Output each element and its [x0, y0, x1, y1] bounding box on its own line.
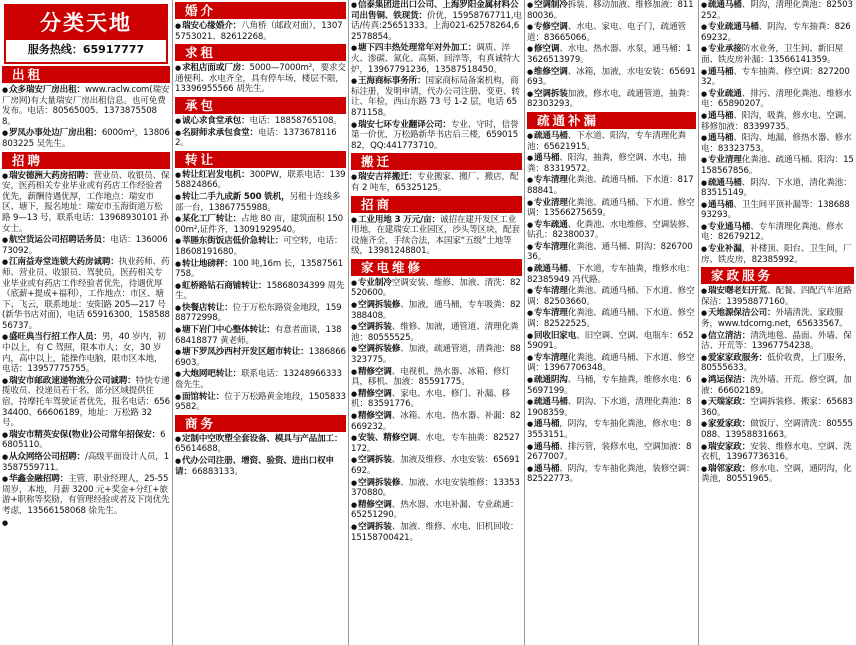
classified-ad [2, 430, 170, 451]
ad-text: 低价收费，上门服务，80555633。 [701, 352, 852, 374]
classified-ad [701, 464, 854, 485]
ad-title: 天瑞家政： [707, 397, 751, 408]
classified-ad [351, 389, 522, 410]
classified-ad [701, 0, 854, 21]
ad-text: 、化粪池、水电维修、空调装修、钻孔：82380037。 [527, 219, 695, 241]
classified-ad [175, 21, 346, 42]
ad-text: 洗外墙、开荒、修空调，加液：66602189。 [701, 375, 852, 396]
ad-title: 空调拆装 [357, 322, 392, 333]
ad-title: 专车清理 [533, 352, 568, 363]
ad-title: 诚心求食堂承包： [181, 115, 250, 126]
ad-text: 清洗地毯、晶面、外墙、保洁、开荒等：13967754238。 [701, 330, 852, 352]
ad-title: 转让地磅秤： [181, 258, 233, 269]
ad-title: 求租店面或厂房： [181, 63, 250, 74]
ad-text: 空调安装、维修、加液、清洗：82520600。 [351, 277, 521, 299]
ad-text: 、阳沟，抽粪，修空调、水电，抽粪：83319572。 [527, 153, 686, 174]
classified-ad [527, 153, 696, 174]
ad-title: 通马桶 [533, 441, 560, 452]
classified-ad [351, 215, 522, 257]
ad-title: 疏通阴沟 [533, 375, 568, 385]
ad-text: 电话：18858765108。 [249, 115, 342, 126]
ad-text: 、加液，疏通管道，清粪池：88323775。 [351, 344, 521, 366]
classified-ad [701, 89, 854, 110]
classified-ad [527, 442, 696, 463]
classified-ad [2, 518, 170, 529]
classified-list [175, 63, 346, 95]
ad-title: 虹桥路钻石商铺转让： [181, 280, 267, 291]
ad-title: 转让红岩发电机： [181, 169, 250, 180]
classified-list [351, 215, 522, 257]
classified-ad [527, 353, 696, 374]
ad-title: 瑞安市邮政速递物流分公司诚聘： [8, 375, 136, 386]
ad-text: 男，40 岁内，初中以上，有 C 驾照，限本市人；女，30 岁内，高中以上，能操作电脑，限市区本地，电话：13957775755。 [2, 332, 166, 375]
classified-ad [527, 464, 696, 485]
classified-ad [175, 214, 346, 235]
ad-text: 、水电，专车抽粪：82527172。 [351, 433, 520, 454]
ad-title: 疏通马桶 [533, 130, 568, 141]
ad-text: 、马桶，专车抽粪，维修水电：65697199。 [527, 375, 692, 396]
ad-title: 家爱家政： [707, 419, 751, 430]
ad-title: 专车疏通 [533, 219, 568, 230]
ad-text: 八角桥（邮政对面），13075753021、82612268。 [175, 21, 343, 42]
ad-text: 、下水道，专车抽粪，维修水电：82385949 冯代路。 [527, 264, 695, 285]
classified-ad [701, 308, 854, 329]
ad-title: 罗凤办事处边厂房出租： [8, 128, 102, 139]
classified-list [351, 0, 522, 151]
ad-title: 通马桶 [707, 66, 734, 77]
classified-ad [351, 172, 522, 193]
ad-text: 、旧空调、空调、电瓶车：65259091。 [527, 330, 694, 352]
ad-title: 专业通马桶 [707, 221, 751, 232]
section-header-zhaopin: 招聘 [2, 152, 170, 169]
section-header-jiazheng: 家政服务 [701, 267, 854, 284]
classified-ad [527, 0, 696, 21]
ad-text: 、阴沟，专车抽粪：82669232。 [701, 22, 851, 43]
ad-title: 修空调 [533, 44, 560, 55]
classified-ad [175, 347, 346, 368]
ad-title: 瑞安德洲大药房招聘： [8, 170, 94, 181]
classified-list [175, 116, 346, 149]
classified-ad [175, 63, 346, 95]
ad-title: 专车清理 [533, 308, 568, 319]
ad-text: 、加液，通马桶，专车吸粪：82388408。 [351, 300, 521, 321]
ad-text: 联系电话：13248966333 詹先生。 [175, 369, 342, 391]
ad-text: 、阴沟、下水道，清化粪池：83515149。 [701, 177, 852, 199]
ad-title: 瑞邻家政： [707, 463, 751, 474]
ad-text: 价优，15958767711,电话/传真:25651333。上海021-62578264,62578854。 [351, 10, 522, 42]
ad-title: 精修空调 [357, 411, 392, 421]
ad-text: 、阴沟，专车抽化粪池，装修空调：82522773。 [527, 463, 695, 485]
classified-ad [701, 111, 854, 132]
ad-text: 可空转，电话：18608191680。 [175, 236, 343, 257]
ad-text: 位于万松路黄金地段，15058339582。 [175, 391, 346, 413]
ad-text: 有意者面谈，13868418877 黄老师。 [175, 325, 342, 346]
ad-title: 精修空调 [357, 366, 392, 377]
ad-text: 化粪池、疏通马桶、下水道、修空调：13566275659。 [527, 197, 695, 219]
ad-title: 瑞安曙老妇开荒 [707, 286, 768, 297]
ad-title: 专车清理 [533, 175, 568, 186]
ad-title: 快餐店转让： [181, 302, 233, 313]
ad-title: 通马桶 [707, 110, 734, 121]
ad-title: 通马桶 [707, 199, 734, 210]
ad-text: 拆装、移动加液、维修加液：81180036。 [527, 0, 694, 21]
ad-text: 防水业务，卫生间、新旧屋面、铁皮房补漏：13566141359。 [701, 44, 844, 65]
ad-text: ，补楼顶、阳台、卫生间，厂房、铁皮房，82385992。 [701, 244, 852, 265]
ad-title: 瑞安家政： [707, 441, 751, 452]
ad-text: 13868666903。 [175, 347, 346, 368]
ad-title: 疏通马桶 [533, 397, 568, 408]
ad-title: 瑞安七环专业翻译公司： [357, 119, 451, 130]
ad-text: 、家电、水电、修门、补漏、移机：83591776。 [351, 388, 510, 410]
classified-list [175, 21, 346, 42]
classified-list [527, 0, 696, 110]
ad-title: 空调拆装修 [357, 300, 401, 311]
ad-title: 代办公司注册、增资、验资、进出口权申请： [175, 456, 334, 477]
ad-title: 大炮网吧转让： [181, 369, 242, 380]
classified-list [527, 131, 696, 485]
ad-text: 、排污、清理化粪池、维修水电：65890207。 [701, 88, 852, 110]
classified-ad [701, 44, 854, 65]
classified-ad [351, 0, 522, 42]
classified-ad [351, 344, 522, 365]
ad-title: 华鑫金融招聘： [8, 474, 69, 485]
ad-text: 、电视机、热水器、冰箱、修灯具，移机、加液：85591775。 [351, 366, 510, 388]
classified-ad [527, 131, 696, 152]
ad-title: 空调拆装 [357, 521, 392, 532]
ad-title: 回收旧家电 [533, 330, 577, 341]
ad-title: 瑞安市精英安保(物业)公司常年招保安： [8, 429, 161, 440]
classified-list [351, 278, 522, 543]
ad-text: 诚招在建开发区工业用地，在建瑞安工业园区，沙头等区块，配套设施齐全，手续合法，本国家“五级”土地等级，13981248801。 [351, 214, 520, 257]
ad-text: 、下水道、阳沟，专车清理化粪池：65621915。 [527, 130, 686, 152]
section-header-chuzu: 出租 [2, 66, 170, 83]
ad-title: 通马桶 [533, 153, 560, 164]
ad-text: 化粪池、疏通马桶、下水道、修空调：13967706348。 [527, 352, 695, 374]
ad-title: 转让二手九成新 500 铣机， [181, 191, 290, 202]
ad-title: 爱家家政服务： [707, 352, 768, 363]
ad-text: 执业药师、药师、营业员、收银员、驾驶员，医药相关专业毕业或有药店工作经验者优先，待遇优厚（底薪+提成+福利），工作地点：市区、塘下、飞云，联系地址：安阳路 205—217 号(新华书店对面)，电话 65916300，15858856737。 [2, 257, 170, 331]
ad-title: 信泰集团进出口公司、上海罗阳金属材料公司出售铜、铁现货： [351, 0, 519, 21]
section-header-chengbao: 承包 [175, 97, 346, 114]
section-header-hunjie: 婚介 [175, 2, 346, 19]
ad-title: 通马桶 [533, 419, 560, 430]
ad-title: 专车清理 [533, 286, 568, 297]
masthead-title: 分类天地 [6, 6, 166, 40]
classified-ad [351, 278, 522, 299]
ad-text: 主管，职业经理人，25-55 周岁，本地，月薪 3200 元+奖金+分红+旅游+职称等奖励，有管理经验或者及下岗优先考虑，13566158068 徐先生。 [2, 474, 170, 516]
classified-ad [351, 522, 522, 543]
classified-ad [527, 397, 696, 418]
ad-text: 、配餐、四配汽车道路保洁：13958877160。 [701, 286, 852, 307]
ad-title: 安装、精修空调 [357, 433, 418, 444]
ad-text: 、水电、热水器、水泵，通马桶：13626513979。 [527, 44, 692, 65]
ad-text: 外墙清洗、家政服务，www.tdcomg.net，65633567。 [701, 308, 848, 330]
ad-title: 信立清洁： [707, 330, 751, 341]
ad-title: 专业疏通马桶 [707, 22, 759, 33]
ad-text: 特快专递揽收员、投递员若干名，部分区域提供住宿，持摩托车驾驶证者优先，报名电话：65634400、66606189，地址：万松路 32 号。 [2, 375, 170, 429]
classified-ad [527, 308, 696, 329]
ad-title: 江南益寿堂连锁大药房诚聘： [8, 257, 119, 268]
ad-text: 、阴沟，清理化粪池：82503252。 [701, 0, 853, 21]
classified-ad [701, 353, 854, 374]
classified-ad [351, 433, 522, 454]
ad-title: 工业用地 3 万元/亩： [357, 214, 441, 225]
ad-text: 、排污管，装修水电，空调加液：82677007。 [527, 441, 692, 463]
classified-ad [701, 22, 854, 43]
ad-title: 空调拆装修 [357, 477, 401, 488]
classified-ad [2, 257, 170, 331]
column-5 [698, 0, 856, 645]
classified-ad [175, 236, 346, 257]
ad-title: 专业制冷 [357, 277, 392, 288]
classified-ad [175, 170, 346, 191]
ad-title: 专业承接 [707, 44, 742, 55]
section-header-shangwu: 商务 [175, 415, 346, 432]
classified-ad [175, 392, 346, 413]
classified-list [701, 0, 854, 265]
classified-ad [351, 120, 522, 152]
classified-ad [2, 332, 170, 374]
ad-text: 、加液、维修、水电、旧机回收：15158700421。 [351, 521, 519, 543]
classified-ad [351, 455, 522, 476]
classified-ad [351, 43, 522, 75]
ad-text: 100 吨,16m 长，13587561758。 [175, 258, 344, 280]
ad-text: 加液，修水电，疏通管道，抽粪：82303293。 [527, 88, 695, 110]
classified-ad [701, 133, 854, 154]
ad-title: 某化工厂转让： [181, 214, 242, 225]
ad-text: 、水电、家电、电子门，疏通管道：83665066。 [527, 22, 686, 43]
ad-title: 空调拆装 [357, 455, 392, 466]
ad-text: 、卫生间平顶补漏等：13868893293。 [701, 199, 850, 221]
classified-ad [2, 85, 170, 127]
ad-title: 专业补漏 [707, 244, 742, 255]
ad-text: 6000m²，13806803225 吴先生。 [2, 128, 170, 149]
section-header-shutong: 疏通补漏 [527, 112, 696, 129]
ad-title: 瑞安吉祥搬迁： [357, 172, 418, 183]
ad-text: 、阳沟、地漏，修热水器、修水电：83323753。 [701, 133, 852, 154]
classified-ad [351, 500, 522, 521]
classified-ad [701, 442, 854, 463]
section-header-zhaoshang: 招商 [351, 196, 522, 213]
ad-text: www.raclw.com(瑞安厂房网)有大量瑞安厂房出租信息。也可免费发布。电话：80565005、13738755088。 [2, 85, 170, 127]
classified-ad [2, 171, 170, 235]
ad-text: 国家商标局备案机构，商标注册，发明申请，代办公司注册、变更、转让、年检，西山东路 73 号 1-2 层，电话 65871158。 [351, 76, 520, 118]
ad-text: 、阳沟，吸粪，修水电、空调、移修加液：83399735。 [701, 110, 852, 132]
ad-text: 安装、维修水电、空调、洗衣机，13967736316。 [701, 441, 852, 463]
ad-title: 精修空调 [357, 388, 392, 399]
classified-ad [175, 281, 346, 302]
classified-ad [701, 200, 854, 221]
ad-text: 66805110。 [2, 429, 166, 451]
classified-ad [701, 244, 854, 265]
ad-title: 盛旺典当行招工作人员： [8, 332, 102, 343]
ad-title: 瑞安心缘婚介： [181, 21, 242, 31]
ad-title: 鸿运保洁： [707, 375, 751, 385]
ad-text: 、冰箱、水电、热水器、补漏：82669232。 [351, 411, 521, 432]
ad-text: 化粪池、疏通马桶、下水道、修空调：82503660。 [527, 286, 695, 307]
classified-ad [175, 456, 346, 477]
ad-title: 王海商标事务所： [357, 76, 426, 87]
ad-text: ，阴沟，专车抽化粪池，修水电：83553151。 [527, 419, 692, 440]
ad-title: 维修空调 [533, 66, 568, 77]
ad-text: 化粪池、疏通马桶、下水道、修空调：82522525。 [527, 308, 695, 330]
classified-ad [527, 286, 696, 307]
ad-title: 从众网络公司招聘： [8, 452, 85, 462]
classified-ad [701, 375, 854, 396]
classified-ad [351, 300, 522, 321]
classified-ad [527, 375, 696, 396]
classified-ad [527, 198, 696, 219]
ad-title: 专修空调 [533, 22, 568, 33]
classified-ad [175, 325, 346, 346]
ad-text: 另租十连线多部一台，13867755988。 [175, 191, 341, 213]
classified-ad [2, 474, 170, 516]
ad-title: 通马桶 [707, 133, 734, 144]
classified-ad [175, 434, 346, 455]
section-header-banqian: 搬迁 [351, 153, 522, 170]
ad-text: 修水电、空调，通阴沟，化粪池，80551965。 [701, 463, 852, 485]
ad-text: 电话：13736781162。 [175, 127, 337, 149]
classified-ad [2, 376, 170, 429]
classified-list [701, 286, 854, 485]
column-4 [524, 0, 698, 645]
classified-ad [175, 192, 346, 213]
section-header-zhuanrang: 转让 [175, 151, 346, 168]
ad-text: 、加液及维修、水电安装：65691692。 [351, 455, 520, 476]
classified-ad [701, 155, 854, 176]
classified-list [2, 85, 170, 150]
classified-ad [175, 259, 346, 280]
masthead [4, 4, 168, 64]
classified-list [175, 170, 346, 413]
ad-text: 调质、淬火、渗碳、氮化、高频、回淬等，有真诚特大炉，13967791236，13587518450。 [351, 43, 520, 75]
ad-text: 化粪池、疏通马桶、下水道：81788841。 [527, 175, 694, 196]
ad-text: 营业员、收银员、保安，医药相关专业毕业或有药店工作经验者优先，薪酬待遇优厚，工作地点：瑞安市区、塘下，报名地址：瑞安市玉海街道万松路 9—13 号，联系电话：13968930101 孙女士。 [2, 170, 170, 234]
classified-ad [527, 89, 696, 110]
classified-ad [701, 178, 854, 199]
ad-title: 定制中空吹塑全套设备、模具与产品加工： [181, 433, 343, 444]
classified-ad [527, 175, 696, 196]
ad-title: 专业清理 [533, 197, 568, 208]
ad-text: 15868034399 周先生。 [175, 280, 345, 302]
classified-ad [175, 116, 346, 127]
column-1 [0, 0, 172, 645]
ad-title: 空调拆装 [533, 88, 568, 99]
ad-text: 化粪池、疏通马桶、阳沟：15158567856。 [701, 155, 854, 176]
ad-text: 位于万松东路资金地段，15988772998。 [175, 302, 342, 324]
ad-title: 专车清理 [533, 241, 568, 252]
ad-text: 、阴沟、下水道，清理化粪池：81908359。 [527, 397, 692, 418]
ad-text: /高级平面设计人员，13587559711。 [2, 452, 170, 473]
classified-ad [351, 76, 522, 118]
classified-ad [527, 331, 696, 352]
ad-text: 专业搬家、搬厂、搬店，配有 2 吨车，65325125。 [351, 172, 519, 193]
classified-ad [351, 411, 522, 432]
classified-ad [527, 22, 696, 43]
column-3 [348, 0, 524, 645]
classified-list [175, 434, 346, 477]
classified-ad [175, 128, 346, 149]
ad-title: 空调拆装修 [357, 344, 401, 355]
ad-text: 、专车清理化粪池、修水电：82679212。 [701, 221, 844, 243]
classified-ad [527, 44, 696, 65]
ad-title: 疏通马桶 [533, 264, 568, 275]
ad-title: 航空货运公司招聘话务员： [8, 235, 111, 246]
ad-text: 、专车抽粪、修空调：82720032。 [701, 66, 850, 88]
ad-title: 天地源保洁公司： [707, 308, 776, 319]
classified-ad [527, 220, 696, 241]
classified-ad [701, 397, 854, 418]
ad-title: 塘下四丰热处理常年对外加工： [357, 43, 477, 54]
ad-text: 、热水器、水电补漏、专业疏通：65251290。 [351, 499, 519, 521]
classified-ad [2, 128, 170, 149]
ad-text: 化粪池、通马桶、阴沟：82670036。 [527, 241, 693, 263]
section-header-qiuzu: 求租 [175, 44, 346, 61]
ad-title: 众多瑞安厂房出租： [8, 85, 85, 95]
classified-ad [351, 367, 522, 388]
ad-text: 66883133。 [191, 466, 243, 477]
ad-text: 电话：13600673092。 [2, 235, 168, 256]
ad-text: 空调拆装修、搬家：65683360。 [701, 397, 853, 418]
classified-ad [2, 452, 170, 473]
column-2 [172, 0, 348, 645]
ad-text: 5000—7000m²，要求交通便利、水电齐全，具有停车场，楼层不限，13396955566 胡先生。 [175, 63, 346, 95]
classified-ad [701, 286, 854, 307]
classified-ad [701, 419, 854, 440]
ad-text: 占地 80 亩，建筑面积 15000m²,证件齐，13091929540。 [175, 214, 343, 235]
ad-title: 精修空调 [357, 499, 392, 510]
ad-text: 、加液、水电安装维修：13353370880。 [351, 477, 520, 499]
classified-ad [527, 242, 696, 263]
classified-ad [351, 478, 522, 499]
ad-text: 、维修、加液，通管道、清理化粪池：80555525。 [351, 322, 519, 343]
ad-text: 做饭厅、空调清洗：80555088、13958831663。 [701, 419, 853, 440]
classified-ad [351, 322, 522, 343]
classified-list [351, 172, 522, 193]
ad-title: 名厨师求承包食堂： [181, 127, 258, 138]
classified-ad [527, 67, 696, 88]
ad-text: 300PW，联系电话：13958824866。 [175, 169, 346, 191]
masthead-hotline: 服务热线：65917777 [27, 43, 145, 56]
classified-ad [701, 331, 854, 352]
classified-ad [527, 264, 696, 285]
ad-text: 、冰箱，加液，水电安装：65691693。 [527, 66, 696, 88]
classified-ad [175, 369, 346, 390]
ad-title: 莘塍东街饭店低价急转让： [181, 236, 284, 247]
ad-title: 塘下岩门中心整体转让： [181, 325, 275, 336]
ad-title: 通马桶 [533, 463, 560, 474]
ad-text: 65614688。 [175, 444, 226, 455]
classified-ad [527, 419, 696, 440]
ad-title: 面馆转让： [181, 391, 225, 402]
ad-title: 专业疏通 [707, 88, 742, 99]
classified-ad [175, 303, 346, 324]
ad-title: 塘下罗凤沙西村开发区超市转让： [181, 347, 309, 358]
classified-list [2, 171, 170, 529]
classified-ad [701, 67, 854, 88]
section-header-jiadian: 家电维修 [351, 259, 522, 276]
ad-title: 专业清理 [707, 155, 742, 166]
ad-text: 专业、守时，信誉第一价优，万松路新华书店后三楼，65901582，QQ:441773710。 [351, 119, 519, 151]
classified-ad [701, 222, 854, 243]
classified-ad [2, 235, 170, 256]
ad-title: 空调制冷 [533, 0, 568, 10]
ad-title: 疏通马桶 [707, 0, 742, 10]
ad-title: 疏通马桶 [707, 177, 742, 188]
